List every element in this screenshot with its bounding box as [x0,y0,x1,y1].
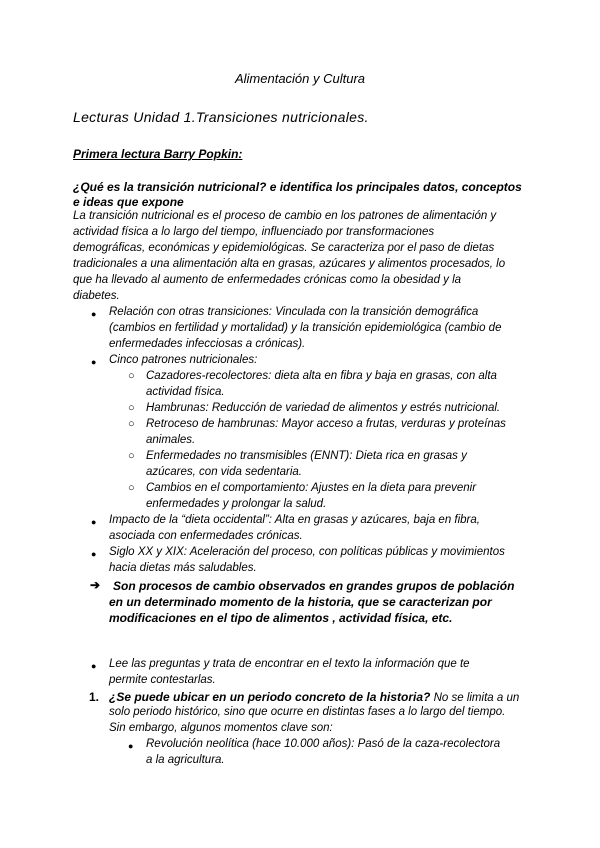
reading-subheading: Primera lectura Barry Popkin: [73,147,243,161]
intro-line: tradicionales a una alimentación alta en grasas, azúcares y alimentos procesados, lo [73,258,506,270]
question-line: e ideas que expone [73,195,184,209]
bullet-line: Cinco patrones nutricionales: [109,354,258,366]
sub-bullet-line: a la agricultura. [146,754,225,766]
bullet-icon: ● [91,549,97,559]
bullet-icon: ● [91,661,97,671]
sub-bullet-line: enfermedades y prolongar la salud. [146,498,327,510]
question-1-line [109,690,519,704]
sub-bullet-line: Revolución neolítica (hace 10.000 años): Pasó de la caza-recolectora [146,738,501,750]
sub-bullet-line: Retroceso de hambrunas: Mayor acceso a frutas, verduras y proteínas [146,418,506,430]
sub-bullet-line: Cazadores-recolectores: dieta alta en fibra y baja en grasas, con alta [146,370,497,382]
bullet-line: Siglo XX y XIX: Aceleración del proceso, con políticas públicas y movimientos [109,546,505,558]
bullet-line: enfermedades infecciosas a crónicas). [109,338,306,350]
bullet-line: Relación con otras transiciones: Vinculada con la transición demográfica [109,306,479,318]
circle-bullet-icon: ○ [128,450,135,462]
intro-line: diabetes. [73,290,120,302]
bullet-icon: ● [91,357,97,367]
bullet-line: (cambios en fertilidad y mortalidad) y la transición epidemiológica (cambio de [109,322,502,334]
question-1-answer: No se limita a un [430,692,520,704]
question-1-bold: ¿Se puede ubicar en un periodo concreto de la historia? [109,690,431,704]
circle-bullet-icon: ○ [128,482,135,494]
conclusion-line: modificaciones en el tipo de alimentos , actividad física, etc. [109,611,453,625]
bullet-icon: ● [91,517,97,527]
intro-line: que ha llevado al aumento de enfermedades crónicas como la obesidad y la [73,274,462,286]
sub-bullet-line: actividad física. [146,386,225,398]
intro-line: La transición nutricional es el proceso de cambio en los patrones de alimentación y [73,210,497,222]
arrow-icon: ➔ [90,578,101,592]
bullet-icon: ● [128,741,134,751]
intro-line: actividad física a lo largo del tiempo, influenciado por transformaciones [73,226,435,238]
bullet-line: asociada con enfermedades crónicas. [109,530,303,542]
circle-bullet-icon: ○ [128,402,135,414]
circle-bullet-icon: ○ [128,418,135,430]
conclusion-line: en un determinado momento de la historia, que se caracterizan por [109,595,492,609]
question-number: 1. [89,690,100,704]
conclusion-line: Son procesos de cambio observados en grandes grupos de población [113,579,515,593]
circle-bullet-icon: ○ [128,370,135,382]
instruction-line: permite contestarlas. [109,674,216,686]
sub-bullet-line: Cambios en el comportamiento: Ajustes en la dieta para prevenir [146,482,477,494]
bullet-line: hacia dietas más saludables. [109,562,257,574]
sub-bullet-line: Enfermedades no transmisibles (ENNT): Dieta rica en grasas y [146,450,467,462]
section-heading: Lecturas Unidad 1.Transiciones nutricionales. [73,109,369,125]
document-title: Alimentación y Cultura [234,71,366,86]
bullet-line: Impacto de la “dieta occidental”: Alta en grasas y azúcares, baja en fibra, [109,514,480,526]
instruction-line: Lee las preguntas y trata de encontrar en el texto la información que te [109,658,470,670]
question-line: ¿Qué es la transición nutricional? e identifica los principales datos, conceptos [73,180,522,194]
bullet-icon: ● [91,309,97,319]
sub-bullet-line: azúcares, con vida sedentaria. [146,466,302,478]
answer-line: Sin embargo, algunos momentos clave son: [109,722,333,734]
sub-bullet-line: animales. [146,434,196,446]
answer-line: solo periodo histórico, sino que ocurre en distintas fases a lo largo del tiempo. [109,706,506,718]
intro-line: demográficas, económicas y epidemiológicas. Se caracteriza por el paso de dietas [73,242,495,254]
sub-bullet-line: Hambrunas: Reducción de variedad de alimentos y estrés nutricional. [146,402,501,414]
